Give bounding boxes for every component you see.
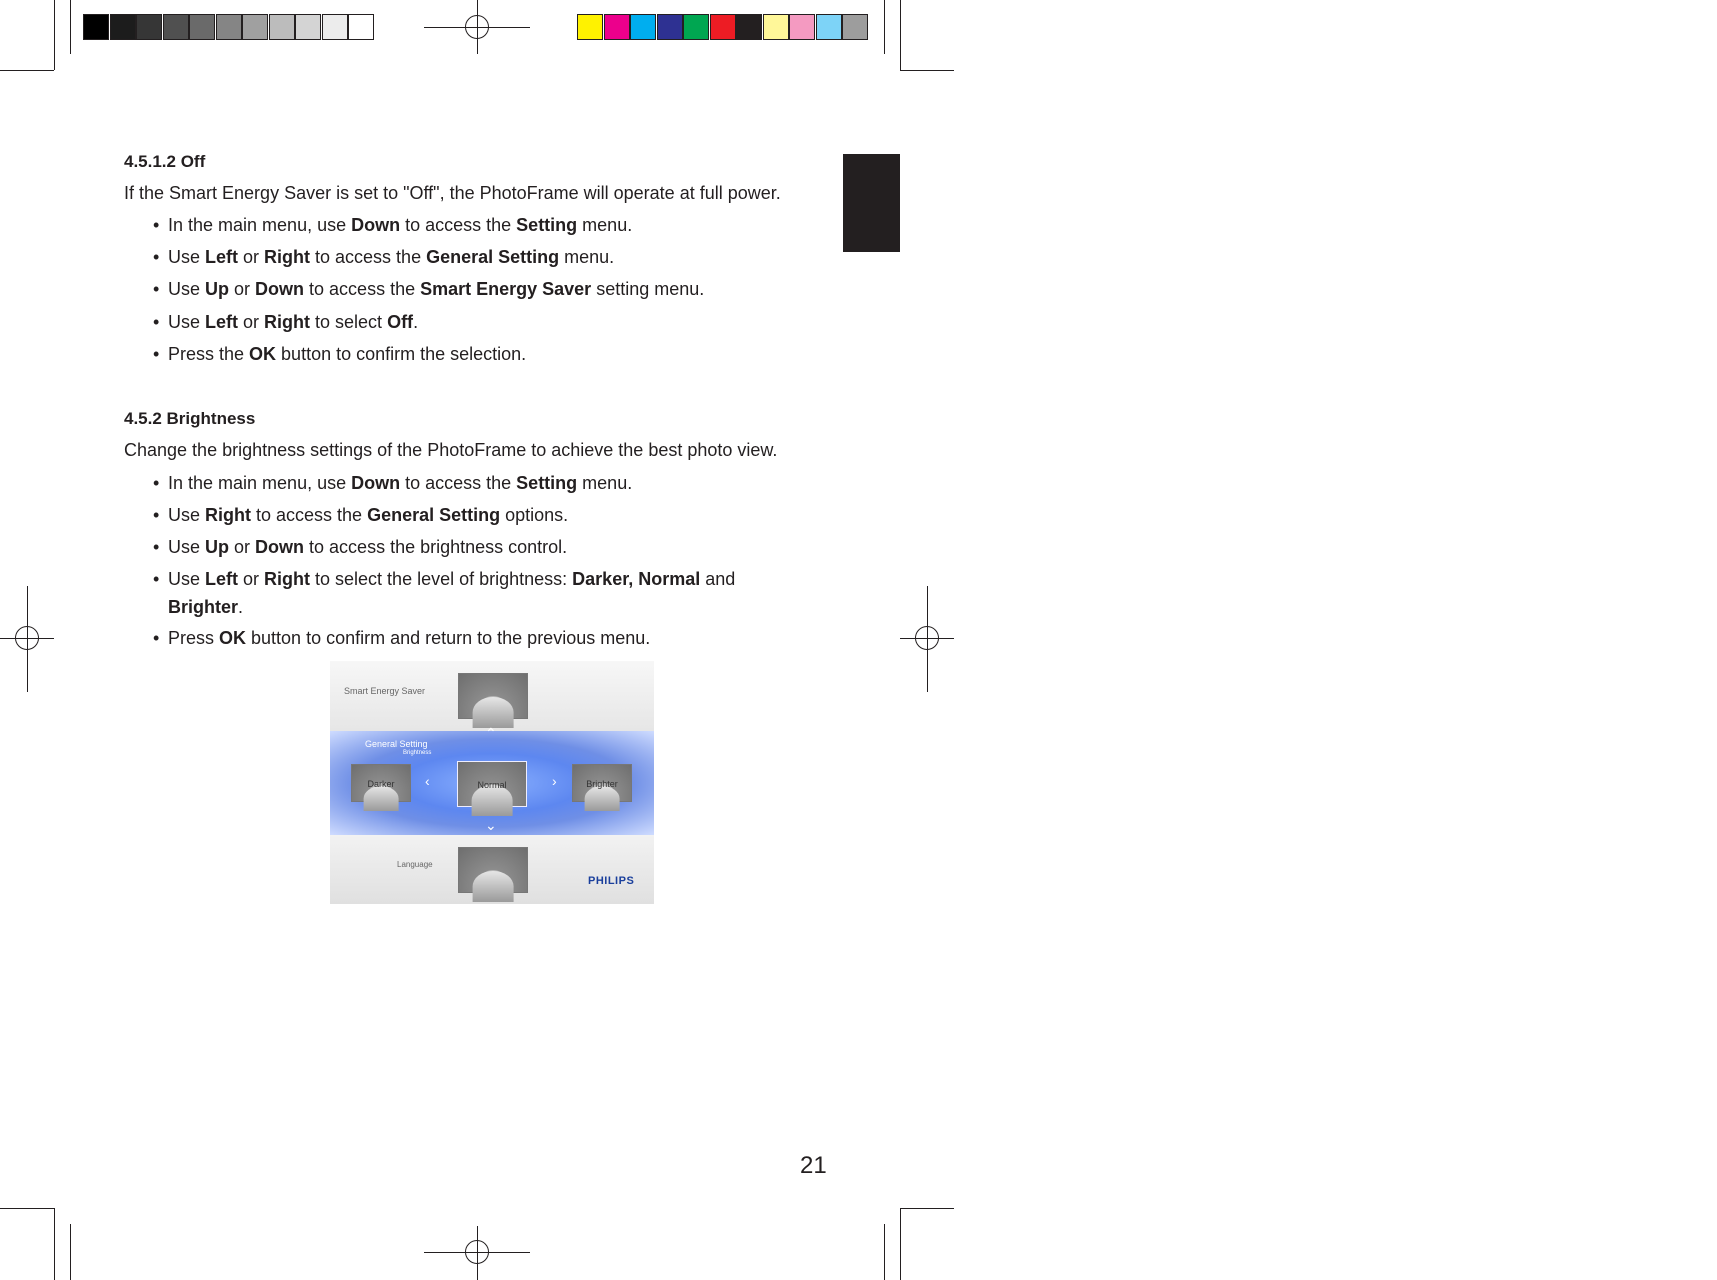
- bullet-emphasis: Up: [205, 537, 230, 557]
- color-swatch: [348, 14, 374, 40]
- bullet-dot: •: [153, 247, 160, 267]
- bullet-dot: •: [153, 473, 160, 493]
- bullet-emphasis: General Setting: [367, 505, 501, 525]
- section-intro-brightness: Change the brightness settings of the PhotoFrame to achieve the best photo view.: [124, 440, 778, 460]
- option-darker[interactable]: [351, 764, 411, 802]
- bullet-text: Use: [168, 569, 206, 589]
- bullet-emphasis: Right: [205, 505, 251, 525]
- bullet-text: to access the: [400, 215, 517, 235]
- bullet-dot: •: [153, 279, 160, 299]
- bullet-text: Use: [168, 279, 206, 299]
- option-brighter-label: Brighter: [586, 779, 618, 790]
- bullet-dot: •: [153, 312, 160, 332]
- section-heading-brightness: 4.5.2 Brightness: [124, 409, 256, 428]
- bullet-text: menu.: [559, 247, 615, 267]
- bullet-dot: •: [153, 537, 160, 557]
- bullet-text: Use: [168, 505, 206, 525]
- smart-energy-saver-label: Smart Energy Saver: [344, 686, 426, 696]
- bullet-emphasis: Off: [387, 312, 414, 332]
- option-brighter[interactable]: [572, 764, 632, 802]
- bullet-text: to select: [310, 312, 388, 332]
- bullet-emphasis: Right: [264, 312, 311, 332]
- bullet-emphasis: Left: [205, 312, 239, 332]
- color-swatch: [789, 14, 815, 40]
- color-swatch: [269, 14, 295, 40]
- up-chevron-icon: ⌃: [485, 725, 497, 741]
- bullet-text: In the main menu, use: [168, 215, 352, 235]
- bullet-text: Use: [168, 247, 206, 267]
- bullet-text: menu.: [577, 215, 633, 235]
- bullet-item: [153, 569, 735, 590]
- bullet-text: Press: [168, 628, 220, 648]
- language-thumbnail: [458, 847, 528, 893]
- side-tab-label: English: [1692, 154, 1717, 227]
- page-number: 21: [800, 1152, 827, 1179]
- bullet-text: .: [413, 312, 419, 332]
- bullet-text: to select the level of brightness:: [310, 569, 573, 589]
- bullet-text: Press the: [168, 344, 250, 364]
- bullet-text: to access the brightness control.: [304, 537, 568, 557]
- bullet-item: [153, 505, 568, 526]
- bullet-text: or: [229, 279, 256, 299]
- bullet-text: or: [238, 247, 265, 267]
- bullet-text: to access the: [251, 505, 368, 525]
- bullet-dot: •: [153, 505, 160, 525]
- color-swatch: [816, 14, 842, 40]
- bullet-dot: •: [153, 628, 160, 648]
- bullet-emphasis: Left: [205, 569, 239, 589]
- smart-energy-saver-thumbnail: [458, 673, 528, 719]
- bullet-emphasis: Down: [351, 473, 401, 493]
- bullet-item: [153, 312, 418, 333]
- bullet-text: Use: [168, 537, 206, 557]
- color-swatch: [216, 14, 242, 40]
- bullet-item: [153, 344, 526, 365]
- bullet-emphasis: Left: [205, 247, 239, 267]
- color-swatch: [295, 14, 321, 40]
- bullet-emphasis: Setting: [516, 215, 578, 235]
- color-swatch: [136, 14, 162, 40]
- bullet-emphasis: Right: [264, 247, 311, 267]
- color-swatch: [189, 14, 215, 40]
- bullet-text: In the main menu, use: [168, 473, 352, 493]
- section-heading-off: 4.5.1.2 Off: [124, 152, 206, 171]
- down-chevron-icon: ⌄: [485, 817, 497, 833]
- color-swatch: [736, 14, 762, 40]
- language-label: Language: [397, 860, 433, 869]
- bullet-text: .: [238, 597, 244, 617]
- color-swatch: [683, 14, 709, 40]
- bullet-emphasis: Smart Energy Saver: [420, 279, 592, 299]
- bullet-emphasis: Up: [205, 279, 230, 299]
- bullet-item: [153, 473, 632, 494]
- bullet-item: [153, 537, 567, 558]
- color-swatch: [242, 14, 268, 40]
- bullet-text: to access the: [304, 279, 421, 299]
- section-intro-off: If the Smart Energy Saver is set to "Off", the PhotoFrame will operate at full power.: [124, 183, 781, 203]
- language-row: [330, 835, 654, 904]
- bullet-item: [153, 247, 614, 268]
- brightness-menu-screenshot: [330, 661, 654, 904]
- language-side-tab: [843, 154, 1717, 252]
- bullet-text: button to confirm and return to the previous menu.: [246, 628, 651, 648]
- bullet-emphasis: Down: [255, 537, 305, 557]
- color-swatch: [604, 14, 630, 40]
- color-swatch: [577, 14, 603, 40]
- bullet-text: options.: [500, 505, 569, 525]
- color-swatch: [322, 14, 348, 40]
- smart-energy-saver-row: [330, 661, 654, 731]
- bullet-emphasis: Setting: [516, 473, 578, 493]
- philips-logo: PHILIPS: [588, 875, 635, 887]
- bullet-text: and: [700, 569, 736, 589]
- option-normal[interactable]: [457, 761, 527, 807]
- color-swatch: [842, 14, 868, 40]
- bullet-text: menu.: [577, 473, 633, 493]
- bullet-emphasis: Down: [351, 215, 401, 235]
- bullet-text: setting menu.: [591, 279, 705, 299]
- bullet-dot: •: [153, 215, 160, 235]
- bullet-item: [153, 279, 704, 300]
- color-swatch: [763, 14, 789, 40]
- bullet-text: or: [238, 312, 265, 332]
- color-swatch: [163, 14, 189, 40]
- color-swatch: [110, 14, 136, 40]
- bullet-item: [153, 215, 632, 236]
- color-swatch: [630, 14, 656, 40]
- bullet-item: [153, 628, 650, 649]
- bullet-text: button to confirm the selection.: [276, 344, 527, 364]
- bullet-emphasis: Brighter: [168, 597, 239, 617]
- general-setting-row: [330, 725, 654, 835]
- bullet-text: or: [229, 537, 256, 557]
- bullet-dot: •: [153, 344, 160, 364]
- left-chevron-icon[interactable]: ‹: [425, 773, 430, 789]
- bullet-emphasis: General Setting: [426, 247, 560, 267]
- bullet-emphasis: OK: [219, 628, 247, 648]
- option-normal-label: Normal: [477, 779, 507, 790]
- general-setting-title: General Setting: [365, 739, 428, 749]
- bullet-emphasis: Right: [264, 569, 311, 589]
- color-swatch: [83, 14, 109, 40]
- bullet-text: Use: [168, 312, 206, 332]
- bullet-emphasis: Down: [255, 279, 305, 299]
- bullet-emphasis: Darker, Normal: [572, 569, 701, 589]
- bullet-item: [168, 597, 243, 618]
- bullet-dot: •: [153, 569, 160, 589]
- bullet-text: to access the: [400, 473, 517, 493]
- option-darker-label: Darker: [367, 779, 395, 790]
- bullet-text: or: [238, 569, 265, 589]
- color-swatch: [710, 14, 736, 40]
- bullet-emphasis: OK: [249, 344, 277, 364]
- color-swatch: [657, 14, 683, 40]
- bullet-text: to access the: [310, 247, 427, 267]
- brightness-subtitle: Brightness: [403, 750, 432, 756]
- right-chevron-icon[interactable]: ›: [552, 773, 557, 789]
